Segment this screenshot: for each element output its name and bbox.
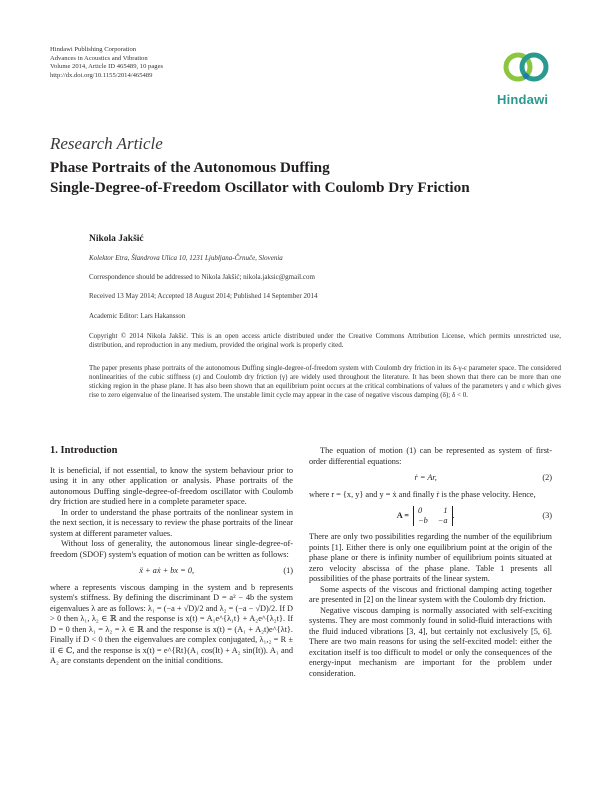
equation-3 xyxy=(309,506,552,526)
title-line-1: Phase Portraits of the Autonomous Duffing xyxy=(50,159,330,176)
matrix-row-2 xyxy=(418,516,448,526)
matrix-body xyxy=(413,506,453,526)
left-column xyxy=(50,446,293,667)
article-type: Research Article xyxy=(50,134,163,153)
equation-2-expression: ṙ = Ar, xyxy=(414,473,437,482)
hindawi-logo-text: Hindawi xyxy=(497,92,549,107)
right-paragraph-3: There are only two possibilities regarding the number of the equilibrium points [1]. Either there is only one equilibrium point at the origin of the phase plane or there is infinity number of equilibrium points situated at zero velocity abscissa of the phase plane. Table 1 presents all possibilities of the phase portraits of the linear system. xyxy=(309,532,552,583)
section-heading-introduction: 1. Introduction xyxy=(50,445,118,456)
academic-editor: Academic Editor: Lars Hakansson xyxy=(89,312,186,320)
right-paragraph-4: Some aspects of the viscous and frictional damping acting together are presented in [2] on the linear system with the Coulomb dry friction. xyxy=(309,584,552,604)
copyright-notice: Copyright © 2014 Nikola Jakšić. This is an open access article distributed under the Creative Commons Attribution License, which permits unrestricted use, distribution, and reproduction in any medium, provided the original work is properly cited. xyxy=(89,332,561,349)
title-line-2: Single-Degree-of-Freedom Oscillator with Coulomb Dry Friction xyxy=(50,179,470,196)
intro-paragraph-4: where a represents viscous damping in the system and b represents system's stiffness. By defining the discriminant D = a² − 4b the system eigenvalues λ are as follows: λ₁ = (−a + √D)/2 and λ₂ = (−a − √D)/2. If D > 0 then λ₁, λ₂ ∈ ℝ and the response is x(t) = A₁e^{λ₁t} + A₂e^{λ₂t}. If D = 0 then λ₁ = λ₂ = λ ∈ ℝ and the response is x(t) = (A₁ + A₂t)e^{λt}. Finally if D < 0 then the eigenvalues are complex conjugated, λ₁,₂ = R ± iI ∈ ℂ, and the response is x(t) = e^{Rt}(A₁ cos(It) + A₂ sin(It)). A₁ and A₂ are constants dependent on the initial conditions. xyxy=(50,582,293,665)
equation-1-number: (1) xyxy=(283,566,293,575)
author-name: Nikola Jakšić xyxy=(89,234,144,244)
matrix-cell: 1 xyxy=(443,506,448,515)
correspondence: Correspondence should be addressed to Nikola Jakšić; nikola.jaksic@gmail.com xyxy=(89,273,315,281)
matrix-label: A = xyxy=(396,510,410,520)
equation-3-number: (3) xyxy=(542,510,552,520)
intro-paragraph-1: It is beneficial, if not essential, to know the system behaviour prior to using it in any other application or analysis. Phase portraits of the autonomous Duffing single-degree-of-freedom oscillator with Coulomb dry friction are studied here in a complete parameter space. xyxy=(50,465,293,506)
equation-2 xyxy=(309,473,552,484)
doi-line[interactable]: http://dx.doi.org/10.1155/2014/465489 xyxy=(50,71,153,79)
equation-2-number: (2) xyxy=(542,473,552,482)
publication-dates: Received 13 May 2014; Accepted 18 August 2014; Published 14 September 2014 xyxy=(89,292,318,300)
matrix-a xyxy=(397,506,455,526)
right-paragraph-2: where r = {x, y} and y = ẋ and finally ṙ is the phase velocity. Hence, xyxy=(309,489,536,499)
intro-paragraph-3: Without loss of generality, the autonomous linear single-degree-of-freedom (SDOF) system's equation of motion can be written as follows: xyxy=(50,539,293,559)
paper-title xyxy=(50,158,570,198)
right-paragraph-1: The equation of motion (1) can be represented as system of first-order differential equations: xyxy=(309,446,552,466)
journal-line: Advances in Acoustics and Vibration xyxy=(50,54,148,62)
equation-3-expression xyxy=(309,506,542,526)
matrix-cell: −a xyxy=(437,516,448,525)
equation-1-expression: ẍ + aẋ + bx = 0, xyxy=(139,566,195,575)
matrix-tail: . xyxy=(452,510,455,520)
equation-1 xyxy=(50,566,293,577)
matrix-cell: −b xyxy=(418,516,428,525)
matrix-row-1 xyxy=(418,506,448,516)
abstract: The paper presents phase portraits of the autonomous Duffing single-degree-of-freedom system with Coulomb dry friction in its δ-γ-ε parameter space. The considered nonlinearities of the cubic stiffness (ε) and Coulomb dry friction (γ) are widely used throughout the literature. It has been shown that there can be more than one sticking region in the phase plane. It has also been shown that an equilibrium point occurs at the critical combinations of values of the parameters γ and ε which gives rise to zero eigenvalue of the linearised system. The unstable limit cycle may appear in the case of negative viscous damping (δ); δ < 0. xyxy=(89,364,561,399)
affiliation: Kolektor Etra, Šlandrova Ulica 10, 1231 Ljubljana-Črnuče, Slovenia xyxy=(89,254,283,262)
intro-paragraph-2: In order to understand the phase portraits of the nonlinear system in the next section, it is necessary to review the phase portraits of the linear system at different parameter values. xyxy=(50,507,293,538)
right-paragraph-5: Negative viscous damping is normally associated with self-exciting systems. They are most commonly found in solid-fluid interactions with the fluid induced vibrations [3, 4], but certainly not exclusively [5, 6]. There are two main reasons for using the self-excited model: either the excitation itself is too difficult to model or only the consequences of the energy-input mechanism are important for the problem under consideration. xyxy=(309,605,552,678)
right-column xyxy=(309,446,552,679)
volume-line: Volume 2014, Article ID 465489, 10 pages xyxy=(50,63,164,71)
journal-metadata xyxy=(50,46,163,80)
publisher-line: Hindawi Publishing Corporation xyxy=(50,46,137,53)
matrix-cell: 0 xyxy=(418,506,423,515)
